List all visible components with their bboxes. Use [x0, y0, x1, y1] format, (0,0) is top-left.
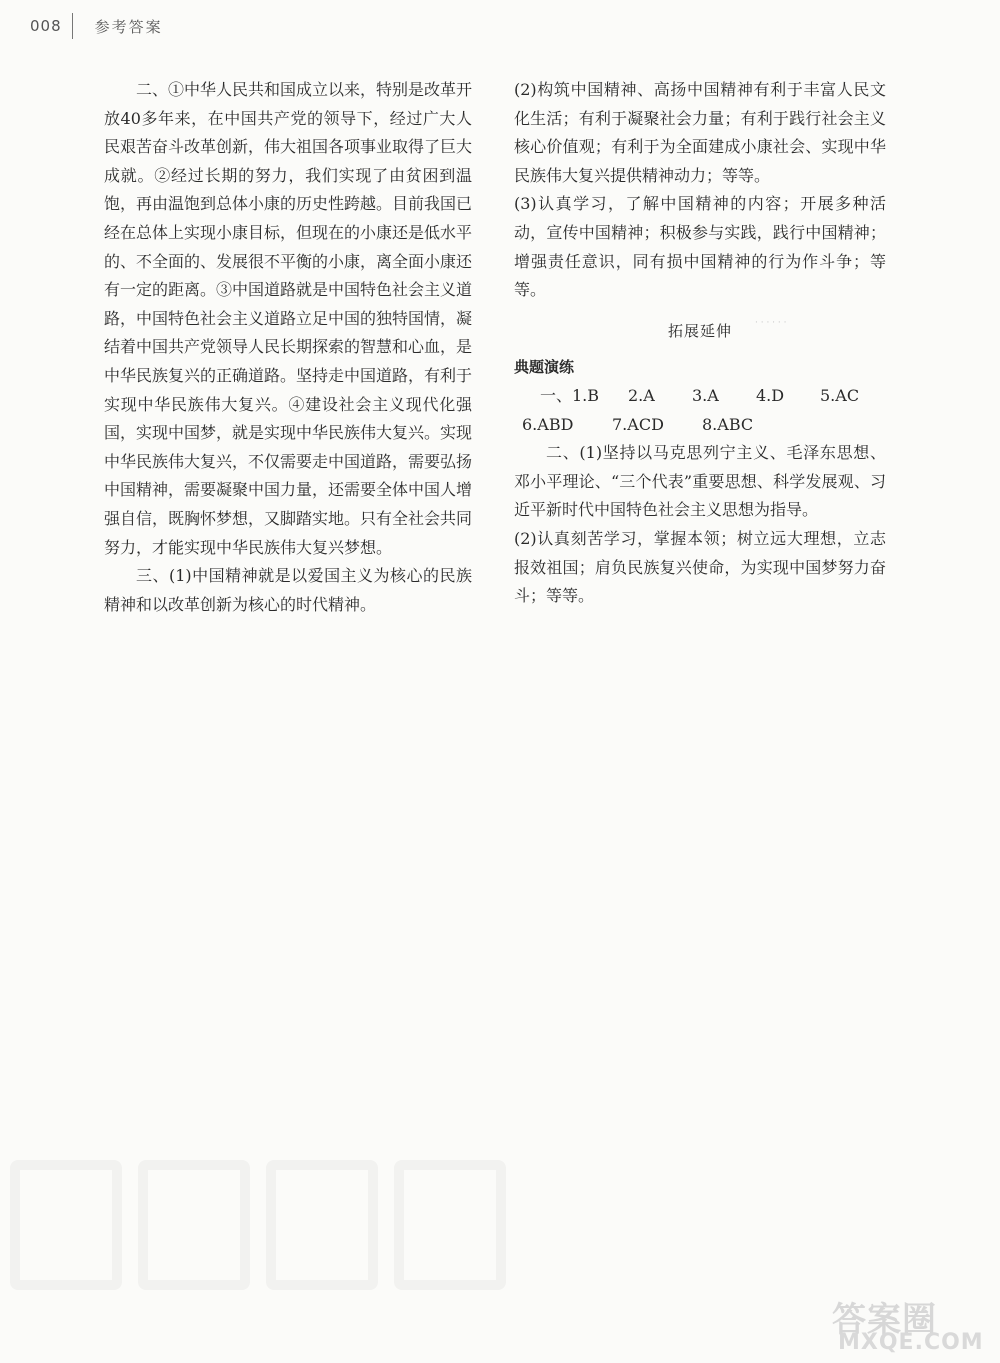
- watermark-logo: 答案圈: [832, 1300, 937, 1340]
- watermark-shape: [10, 1160, 122, 1290]
- mc-answer: 4.D: [756, 385, 785, 405]
- mc-answers-row-2: [514, 411, 886, 440]
- section-title: 拓展延伸: [667, 321, 732, 340]
- answer-section-2: 二、①中华人民共和国成立以来，特别是改革开放40多年来，在中国共产党的领导下，经过广大人民艰苦奋斗改革创新，伟大祖国各项事业取得了巨大成就。②经过长期的努力，我们实现了由贫困到温饱，再由温饱到总体小康的历史性跨越。目前我国已经在总体上实现小康目标，但现在的小康还是低水平的、不全面的、发展很不平衡的小康，离全面小康还有一定的距离。③中国道路就是中国特色社会主义道路，中国特色社会主义道路立足中国的独特国情，凝结着中国共产党领导人民长期探索的智慧和心血，是中华民族复兴的正确道路。坚持走中国道路，有利于实现中华民族伟大复兴。④建设社会主义现代化强国，实现中国梦，就是实现中华民族伟大复兴。实现中华民族伟大复兴，不仅需要走中国道路，需要弘扬中国精神，需要凝聚中国力量，还需要全体中国人增强自信，既胸怀梦想，又脚踏实地。只有全社会共同努力，才能实现中华民族伟大复兴梦想。: [104, 80, 473, 557]
- right-column: [514, 76, 886, 611]
- left-column: [104, 76, 472, 619]
- watermark-shape: [394, 1160, 506, 1290]
- sub-title: 典题演练: [514, 358, 575, 377]
- watermark-shape: [138, 1160, 250, 1290]
- mc-answer: 5.AC: [820, 385, 860, 405]
- mc-answer: 8.ABC: [702, 414, 754, 434]
- page-header: [30, 10, 163, 42]
- mc-answer: 6.ABD: [522, 414, 574, 434]
- header-title: 参考答案: [94, 17, 163, 36]
- page-number: 008: [30, 17, 62, 35]
- mc-answer: 一、1.B: [540, 385, 600, 405]
- answer-section-3-2: (2)构筑中国精神、高扬中国精神有利于丰富人民文化生活；有利于凝聚社会力量；有利于践行社会主义核心价值观；有利于为全面建成小康社会、实现中华民族伟大复兴提供精神动力；等等。: [514, 80, 886, 185]
- mc-answer: 3.A: [692, 385, 719, 405]
- answer-section-3-3: (3)认真学习，了解中国精神的内容；开展多种活动，宣传中国精神；积极参与实践，践行中国精神；增强责任意识，同有损中国精神的行为作斗争；等等。: [514, 194, 886, 300]
- decorative-mark: · · · · · ·: [755, 318, 787, 328]
- watermark-shape: [266, 1160, 378, 1290]
- mc-answer: 7.ACD: [612, 414, 664, 434]
- mc-answer: 2.A: [628, 385, 655, 405]
- watermark-url: MXQE.COM: [838, 1330, 984, 1355]
- answer-part2-1: 二、(1)坚持以马克思列宁主义、毛泽东思想、邓小平理论、“三个代表”重要思想、科学发展观、习近平新时代中国特色社会主义思想为指导。: [514, 443, 886, 520]
- mc-answers-row-1: [514, 382, 886, 411]
- answer-part2-2: (2)认真刻苦学习，掌握本领；树立远大理想，立志报效祖国；肩负民族复兴使命，为实现中国梦努力奋斗；等等。: [514, 528, 886, 606]
- answer-section-3-1: 三、(1)中国精神就是以爱国主义为核心的民族精神和以改革创新为核心的时代精神。: [104, 566, 472, 614]
- faint-watermark-shapes: [10, 1160, 506, 1290]
- header-divider: [72, 13, 73, 39]
